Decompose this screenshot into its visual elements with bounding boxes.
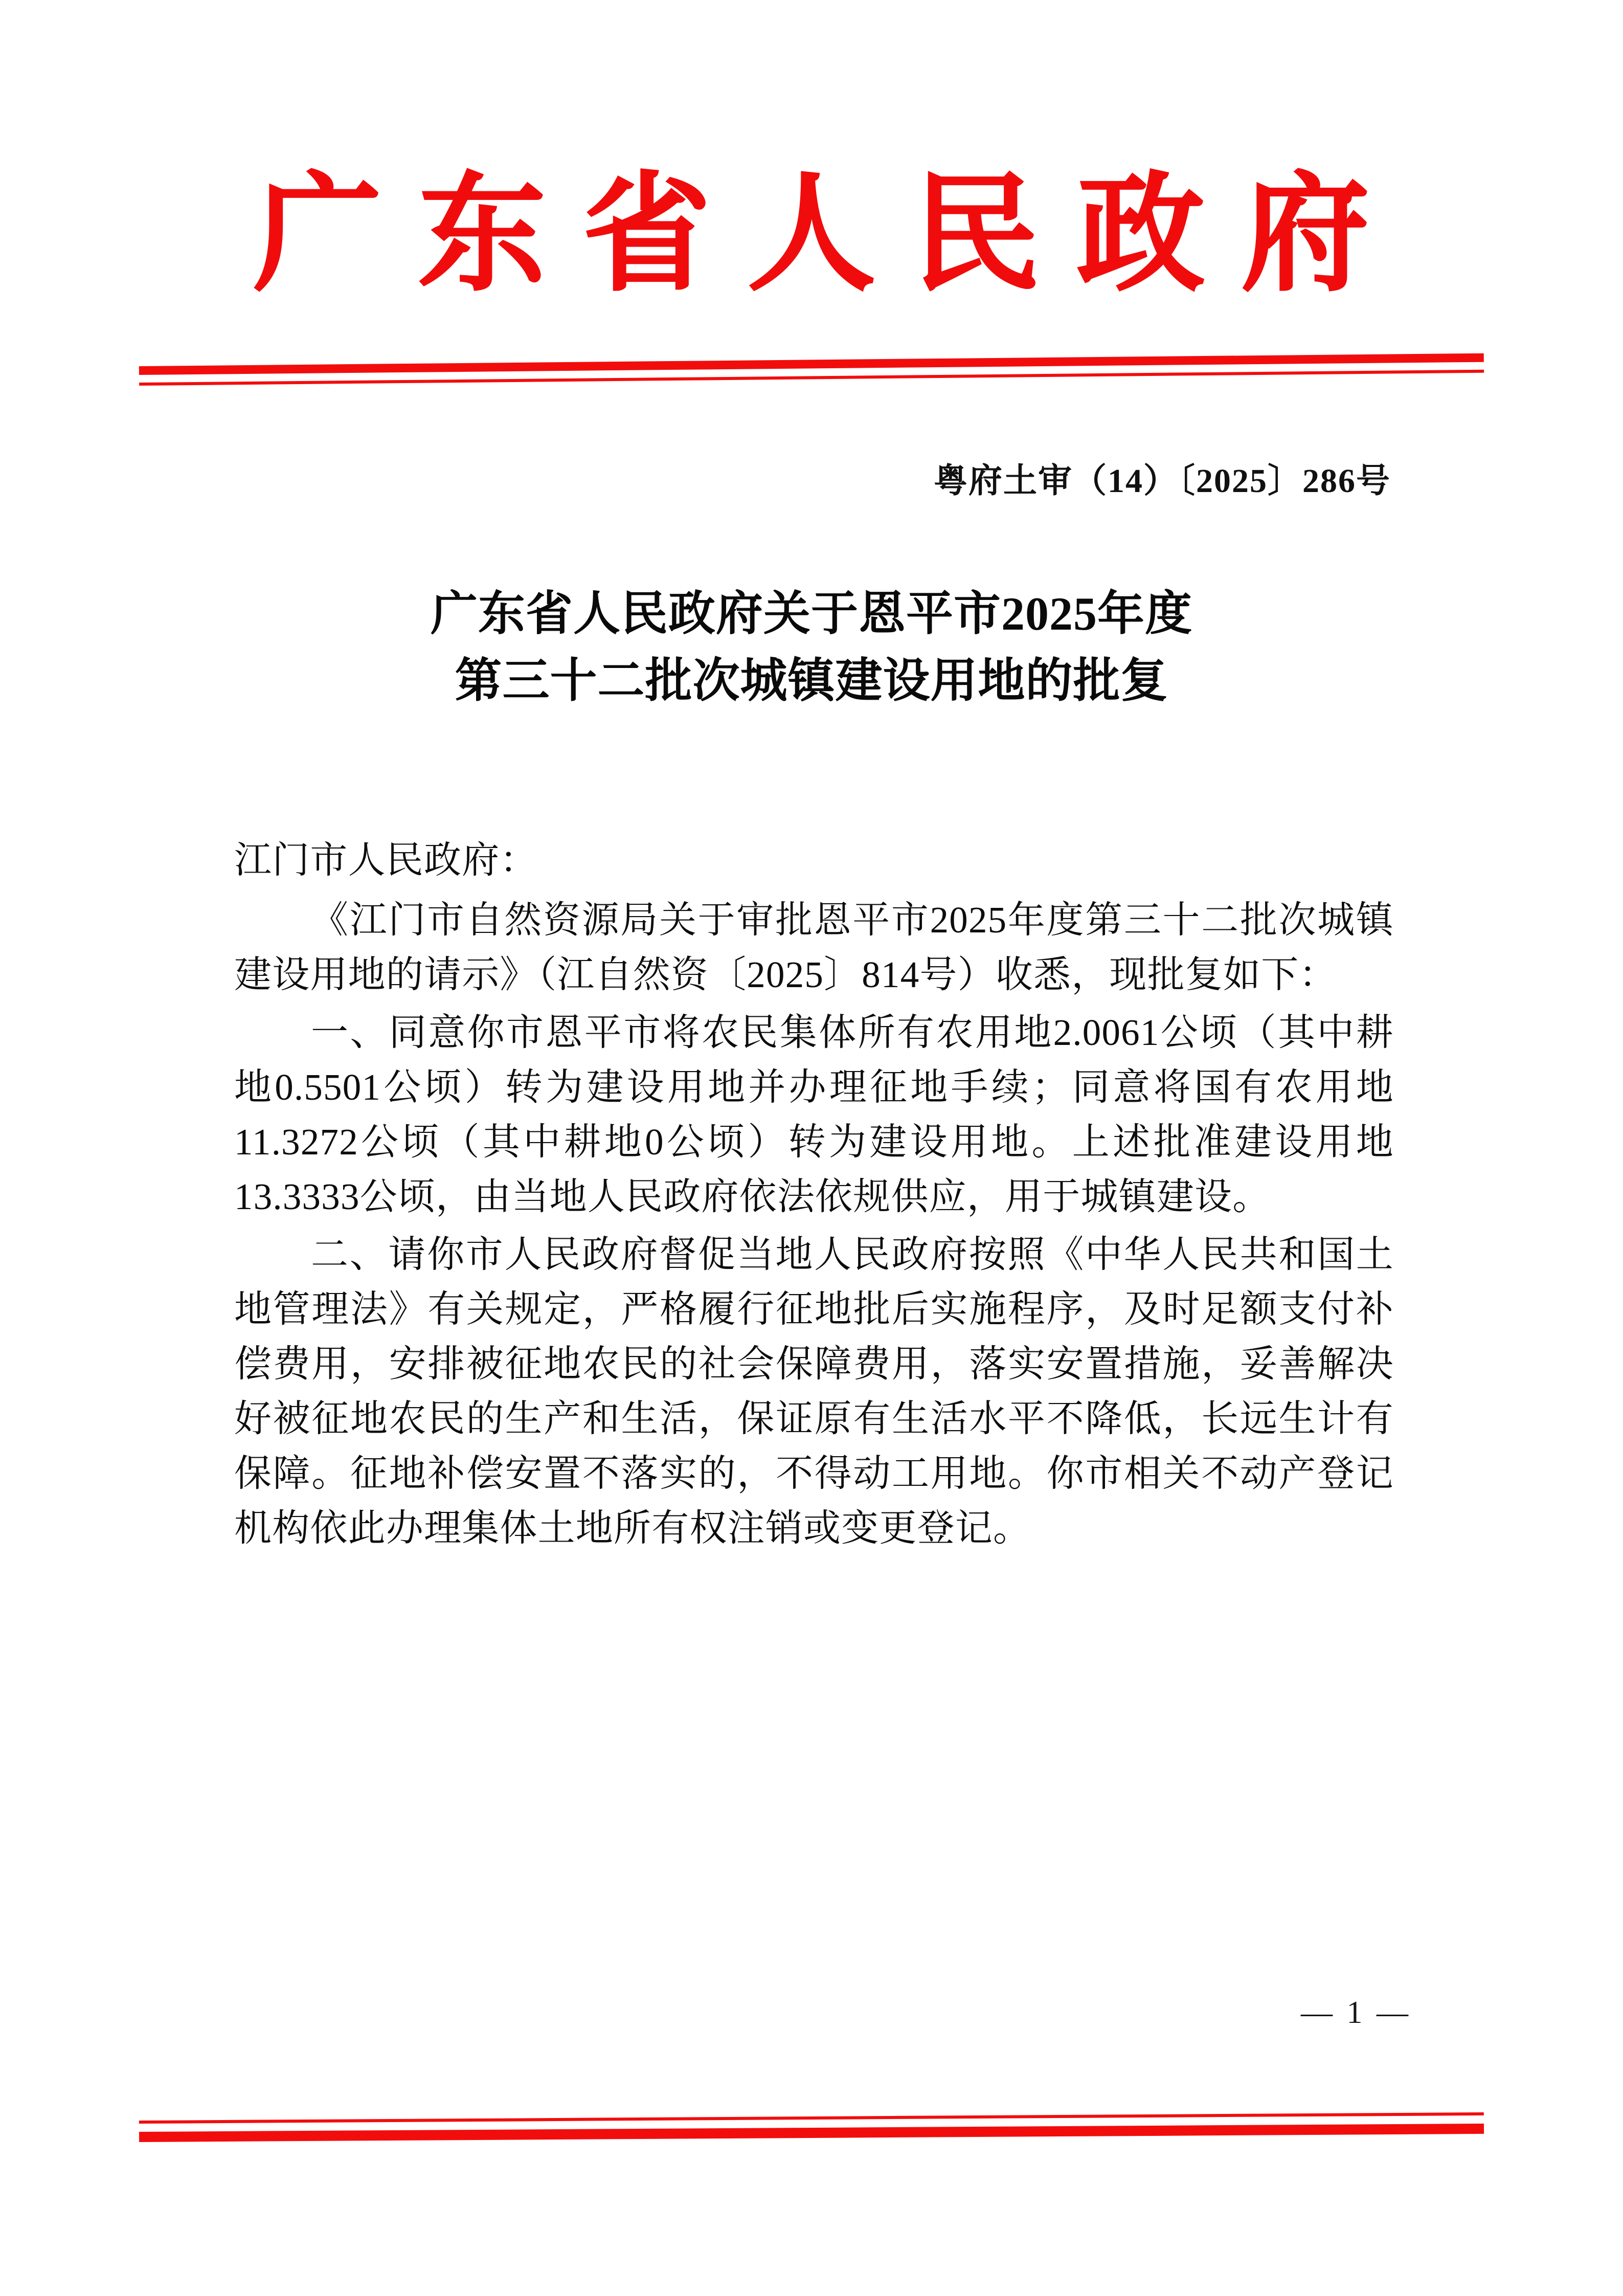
document-title-line-2: 第三十二批次城镇建设用地的批复: [455, 654, 1168, 707]
document-title-line-1: 广东省人民政府关于恩平市2025年度: [430, 588, 1192, 640]
issuing-organization-title: 广东省人民政府: [254, 165, 1406, 306]
letterhead: [0, 165, 1623, 306]
page-number: — 1 —: [1301, 1995, 1411, 2030]
header-rule-group: [139, 353, 1484, 386]
salutation: 江门市人民政府：: [234, 839, 538, 881]
document-title: [0, 581, 1623, 714]
document-serial-number: 粤府土审（14）〔2025〕286号: [934, 462, 1391, 500]
article-one-paragraph: 一、同意你市恩平市将农民集体所有农用地2.0061公顷（其中耕地0.5501公顷）转为建设用地并办理征地手续；同意将国有农用地11.3272公顷（其中耕地0公顷）转为建设用地。上述批准建设用地13.3333公顷，由当地人民政府依法依规供应，用于城镇建设。: [234, 1012, 1394, 1217]
footer-rule-group: [139, 2112, 1484, 2142]
article-two-paragraph: 二、请你市人民政府督促当地人民政府按照《中华人民共和国土地管理法》有关规定，严格履行征地批后实施程序，及时足额支付补偿费用，安排被征地农民的社会保障费用，落实安置措施，妥善解决好被征地农民的生产和生活，保证原有生活水平不降低，长远生计有保障。征地补偿安置不落实的，不得动工用地。你市相关不动产登记机构依此办理集体土地所有权注销或变更登记。: [234, 1234, 1394, 1549]
document-body: [234, 833, 1394, 1558]
preamble-paragraph: 《江门市自然资源局关于审批恩平市2025年度第三十二批次城镇建设用地的请示》（江自然资〔2025〕814号）收悉，现批复如下：: [234, 899, 1394, 995]
